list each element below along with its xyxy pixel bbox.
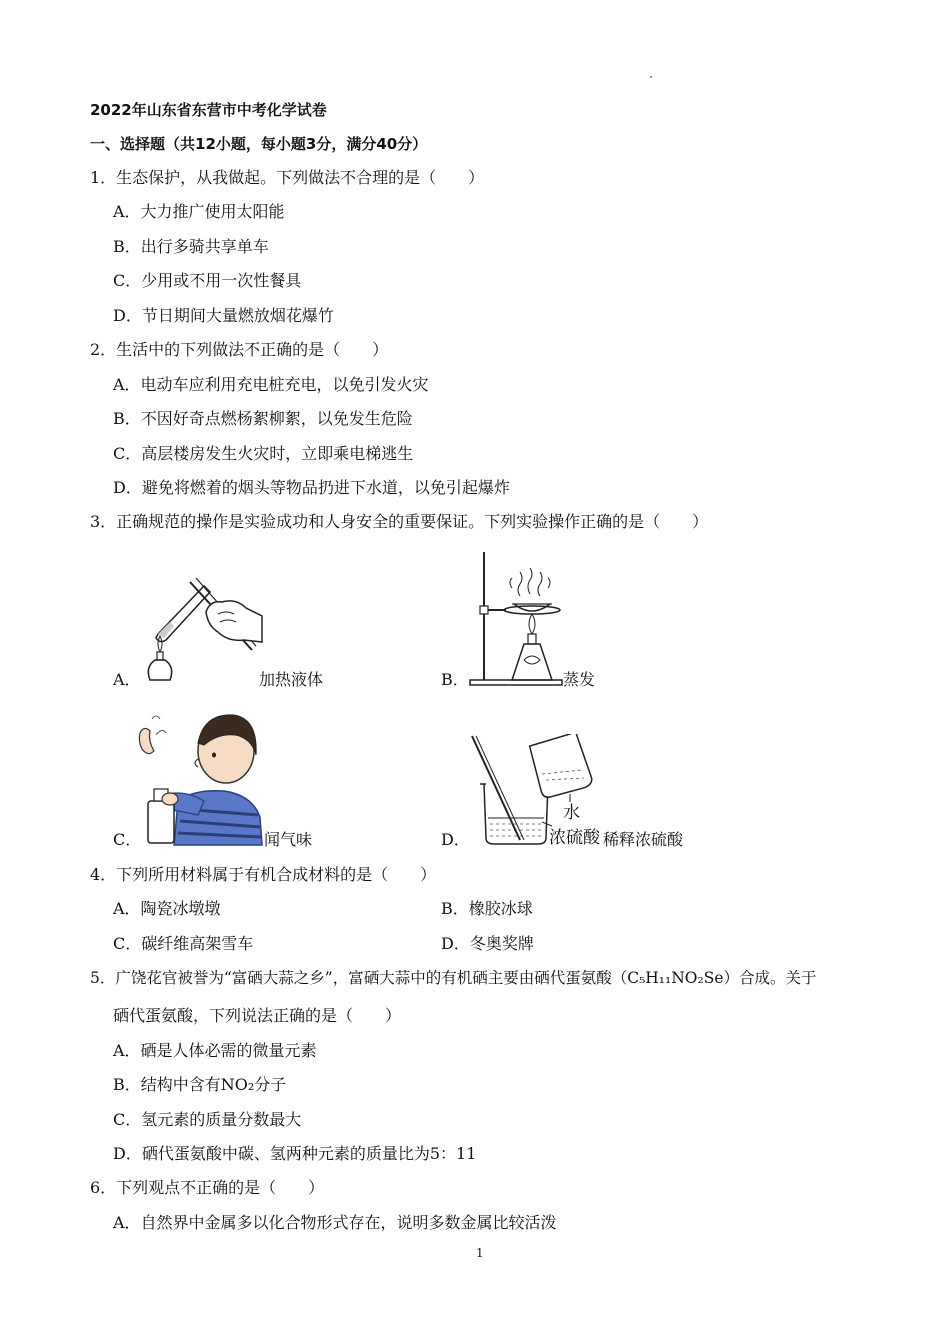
q3-option-c-caption: 闻气味 xyxy=(264,830,313,849)
scan-dot xyxy=(650,76,652,78)
question-4-stem: 4．下列所用材料属于有机合成材料的是（ ） xyxy=(90,865,437,884)
q5-option-c: C．氢元素的质量分数最大 xyxy=(113,1110,302,1129)
q3-option-d-caption: 稀释浓硫酸 xyxy=(603,830,684,849)
question-5-stem-line2: 硒代蛋氨酸，下列说法正确的是（ ） xyxy=(113,1006,402,1025)
q1-option-a: A．大力推广使用太阳能 xyxy=(113,202,285,221)
q4-option-b: B．橡胶冰球 xyxy=(441,899,533,918)
q1-option-c: C．少用或不用一次性餐具 xyxy=(113,271,302,290)
question-1-stem: 1．生态保护，从我做起。下列做法不合理的是（ ） xyxy=(90,168,485,187)
question-6-stem: 6．下列观点不正确的是（ ） xyxy=(90,1178,325,1197)
q2-option-c: C．高层楼房发生火灾时，立即乘电梯逃生 xyxy=(113,444,414,463)
q3-option-b-caption: 蒸发 xyxy=(563,670,596,689)
q3-option-a-caption: 加热液体 xyxy=(259,670,324,689)
q1-option-b: B．出行多骑共享单车 xyxy=(113,237,269,256)
question-2-stem: 2．生活中的下列做法不正确的是（ ） xyxy=(90,340,389,359)
smelling-gas-illustration xyxy=(134,705,264,847)
q5-option-a: A．硒是人体必需的微量元素 xyxy=(113,1041,317,1060)
section-heading: 一、选择题（共12小题，每小题3分，满分40分） xyxy=(90,135,428,153)
paper-title: 2022年山东省东营市中考化学试卷 xyxy=(90,101,327,119)
q2-option-d: D．避免将燃着的烟头等物品扔进下水道，以免引起爆炸 xyxy=(113,478,510,497)
water-label: 水 xyxy=(563,803,580,823)
q2-option-a: A．电动车应利用充电桩充电，以免引发火灾 xyxy=(113,375,429,394)
q3-option-b-letter: B． xyxy=(441,670,469,689)
q2-option-b: B．不因好奇点燃杨絮柳絮，以免发生危险 xyxy=(113,409,413,428)
q6-option-a: A．自然界中金属多以化合物形式存在，说明多数金属比较活泼 xyxy=(113,1213,557,1232)
q3-option-a-letter: A． xyxy=(113,670,141,689)
question-3-stem: 3．正确规范的操作是实验成功和人身安全的重要保证。下列实验操作正确的是（ ） xyxy=(90,512,709,531)
q4-option-d: D．冬奥奖牌 xyxy=(441,934,534,953)
heating-liquid-illustration xyxy=(140,572,265,687)
q4-option-c: C．碳纤维高架雪车 xyxy=(113,934,254,953)
q5-option-b: B．结构中含有NO₂分子 xyxy=(113,1075,287,1094)
q1-option-d: D．节日期间大量燃放烟花爆竹 xyxy=(113,306,334,325)
q4-option-a: A．陶瓷冰墩墩 xyxy=(113,899,221,918)
q3-option-d-letter: D． xyxy=(441,830,470,849)
concentrated-acid-label: 浓硫酸 xyxy=(549,828,600,848)
question-5-stem-line1: 5．广饶花官被誉为“富硒大蒜之乡”，富硒大蒜中的有机硒主要由硒代蛋氨酸（C₅H₁₁NO₂Se）合成。关于 xyxy=(90,969,817,987)
q3-option-c-letter: C． xyxy=(113,830,142,849)
q5-option-d: D．硒代蛋氨酸中碳、氢两种元素的质量比为5：11 xyxy=(113,1144,477,1163)
page-number: 1 xyxy=(476,1246,484,1260)
evaporation-illustration xyxy=(462,548,567,688)
